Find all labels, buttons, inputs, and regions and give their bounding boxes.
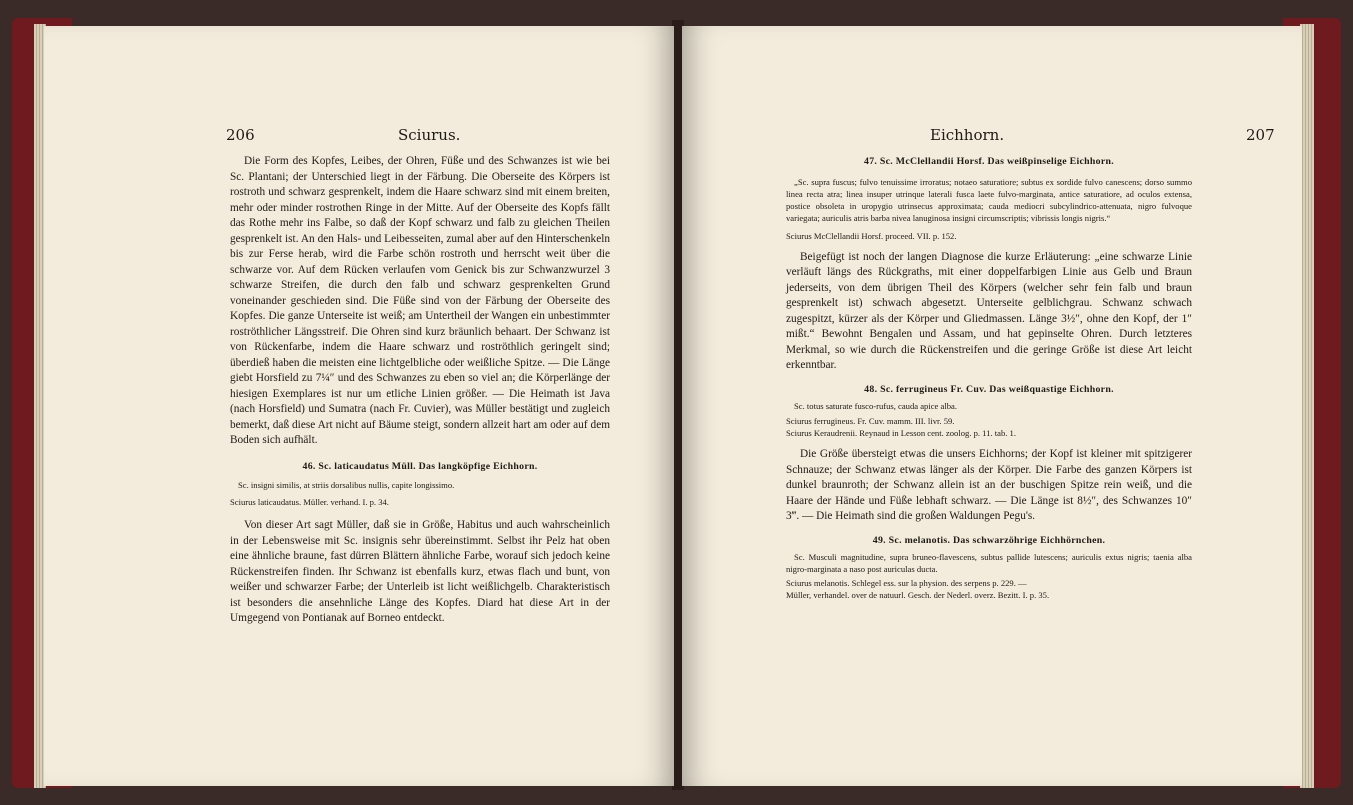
reference: Sciurus ferrugineus. Fr. Cuv. mamm. III. livr. 59. <box>786 416 955 426</box>
latin-diagnosis: Sc. totus saturate fusco-rufus, cauda apice alba. <box>794 401 957 411</box>
latin-diagnosis: Sc. insigni similis, at striis dorsalibus nullis, capite longissimo. <box>238 480 455 490</box>
page-number: 207 <box>1246 126 1275 144</box>
species-heading: 47. Sc. McClellandii Horsf. Das weißpinselige Eichhorn. <box>864 156 1114 167</box>
right-page <box>682 26 1302 786</box>
page-number: 206 <box>226 126 255 144</box>
reference: Sciurus laticaudatus. Müller. verhand. I. p. 34. <box>230 497 389 507</box>
paragraph: Die Form des Kopfes, Leibes, der Ohren, Füße und des Schwanzes ist wie bei Sc. Plantani; der Unterschied liegt in der Färbung. Die Oberseite des Körpers ist rostroth und schwarz gesprenkelt, indem die Haare schwarz sind mit einem breiten, mehr oder minder rostrothen Ringe in der Mitte. Auf der Oberseite des Kopfs fällt das Rothe mehr ins Falbe, so daß der Kopf schwarz und falb zu gleichen Theilen gesprenkelt ist. An den Hals- und Leibesseiten, zumal aber auf den Hinterschenkeln bis zur Ferse herab, wird die Farbe schön rostroth und herrscht weit über die schwarze vor. Auf dem Rücken verlaufen vom Genick bis zur Schwanzwurzel 3 schwarze Streifen, die durch den falb und schwarz gesprenkelten Grund voneinander geschieden sind. Die Füße sind von der Färbung der Oberseite des Kopfes. Die ganze Unterseite ist weiß; am Untertheil der Wangen ein unbestimmter roströthlicher Längsstreif. Die Ohren sind kurz bräunlich behaart. Der Schwanz ist von Rückenfarbe, indem die Haare schwarz und roströthlich geringelt sind; überdieß haben die meisten eine lichtgelbliche oder weißliche Spitze. — Die Länge giebt Horsfield zu 7¼″ und des Schwanzes zu eben so viel an; die Körperlänge der hiesigen Exemplares ist nur um etliche Linien größer. — Die Heimath ist Java (nach Horsfield) und Sumatra (nach Fr. Cuvier), was Müller bestätigt und zugleich bemerkt, daß diese Art nicht auf Bäume steigt, sondern allzeit hart am oder auf dem Boden sich aufhält. <box>230 155 610 446</box>
page-edges-right <box>1300 24 1314 788</box>
paragraph: Von dieser Art sagt Müller, daß sie in Größe, Habitus und auch wahrscheinlich in der Lebensweise mit Sc. insignis sehr übereinstimmt. Selbst ihr Pelz hat oben eine ähnliche braune, fast dürren Blättern ähnliche Farbe, worauf sich jedoch keine Rückenstreifen finden. Ihr Schwanz ist ebenfalls kurz, etwas flach und bunt, von weißer und schwarzer Farbe; der Unterleib ist licht weißlichgelb. Charakteristisch ist besonders die ansehnliche Länge des Kopfes. Diard hat diese Art in der Umgegend von Pontianak auf Borneo entdeckt. <box>230 519 610 624</box>
latin-diagnosis: „Sc. supra fuscus; fulvo tenuissime irroratus; notaeo saturatiore; subtus ex sordide fulvo canescens; dorso summo linea recta atra; linea insuper utrinque laterali fusca laete fulvo-marginata, antice saturatiore, ad oculos extensa, postice obsoleta in uropygio utrinsecus approximata; cauda mediocri subcylindrico-attenuata, nigro fulvoque variegata; auriculis atris barba nivea lanuginosa insigni circumscriptis; vibrissis longis nigris.“ <box>786 176 1192 223</box>
right-page-body <box>786 154 1192 601</box>
reference: Sciurus melanotis. Schlegel ess. sur la physion. des serpens p. 229. — <box>786 578 1027 588</box>
species-heading: 49. Sc. melanotis. Das schwarzöhrige Eichhörnchen. <box>872 534 1106 546</box>
running-head: Sciurus. <box>398 126 461 144</box>
reference: Müller, verhandel. over de natuurl. Gesch. der Nederl. overz. Bezitt. I. p. 35. <box>786 590 1050 600</box>
paragraph: Die Größe übersteigt etwas die unsers Eichhorns; der Kopf ist kleiner mit spitzigerer Schnauze; der Schwanz etwas länger als der Körper. Die Farbe des ganzen Körpers ist dunkel braunroth; der Schwanz allein ist an der buschigen Spitze rein weiß, und die Haare der Hände und Füße lebhaft schwarz. — Die Länge ist 8½″, des Schwanzes 10″ 3‴. — Die Heimath sind die großen Waldungen Pegu's. <box>786 448 1192 522</box>
left-page <box>44 26 674 786</box>
left-page-header <box>226 126 506 144</box>
left-page-body <box>230 154 610 627</box>
latin-diagnosis: Sc. Musculi magnitudine, supra bruneo-flavescens, subtus pallide lutescens; auriculis extus nigris; taenia alba nigro-marginata a naso post auriculas ducta. <box>786 552 1192 574</box>
species-heading: 48. Sc. ferrugineus Fr. Cuv. Das weißquastige Eichhorn. <box>864 383 1114 395</box>
reference: Sciurus McClellandii Horsf. proceed. VII. p. 152. <box>786 230 957 241</box>
paragraph: Beigefügt ist noch der langen Diagnose die kurze Erläuterung: „eine schwarze Linie verläuft längs des Rückgraths, mit einer doppelfarbigen Linie aus Gelb und Braun jederseits, von dem übrigen Theil des Körpers (welcher sehr fein falb und braun gesprenkelt ist) schwach abgesetzt. Unterseite gelblichgrau. Schwanz schwach zugespitzt, kürzer als der Körper und Gliedmassen. Länge 3½″, ohne den Kopf, der 1″ mißt.“ Bewohnt Bengalen und Assam, und hat gepinselte Ohren. Durch letzteres Merkmal, so wie durch die Rückenstreifen und die geringe Größe ist diese Art leicht erkenntbar. <box>786 250 1192 371</box>
right-page-header <box>930 126 1275 144</box>
species-heading: 46. Sc. laticaudatus Müll. Das langköpfige Eichhorn. <box>302 460 538 472</box>
reference: Sciurus Keraudrenii. Reynaud in Lesson cent. zoolog. p. 11. tab. 1. <box>786 428 1016 438</box>
running-head: Eichhorn. <box>930 126 1005 144</box>
